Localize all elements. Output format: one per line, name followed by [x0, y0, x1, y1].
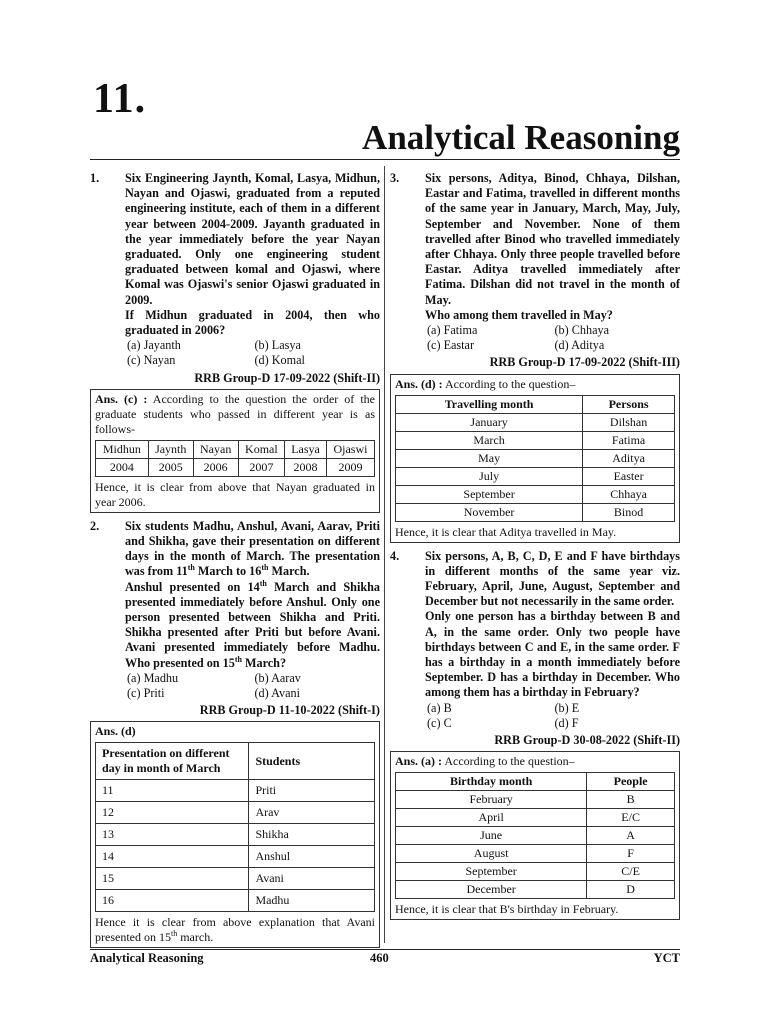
table-cell: 15	[96, 868, 249, 890]
superscript: th	[259, 578, 267, 588]
table-cell: June	[396, 827, 587, 845]
table-cell: D	[587, 881, 675, 899]
table-row	[96, 890, 375, 912]
exam-source: RRB Group-D 17-09-2022 (Shift-II)	[194, 370, 380, 385]
table-cell: 2006	[193, 458, 238, 476]
question-number: 3.	[390, 171, 400, 185]
table-row	[396, 809, 675, 827]
table-header: People	[587, 773, 675, 791]
answer-label: Ans. (d)	[95, 724, 136, 739]
table-cell: November	[396, 503, 583, 521]
exam-source: RRB Group-D 30-08-2022 (Shift-II)	[494, 733, 680, 748]
options-1	[125, 338, 380, 368]
table-header: Students	[249, 743, 375, 780]
table-row	[396, 503, 675, 521]
table-row	[396, 881, 675, 899]
table-cell: Jaynth	[148, 440, 193, 458]
question-3	[390, 171, 680, 323]
text-span: March and Shikha presented immediately before Anshul. Only one person presented between Shikha and Priti. Shikha presented after Priti but before Avani. Avani presented immediately before Madhu. Who presented on 15	[125, 579, 380, 670]
title-rule	[90, 159, 680, 160]
publisher-name: YCT	[653, 951, 680, 965]
table-cell: 2004	[96, 458, 149, 476]
option: (c) Priti	[127, 686, 165, 701]
superscript: th	[170, 929, 178, 939]
answer-box-3	[390, 374, 680, 543]
option: (c) Nayan	[127, 353, 176, 368]
answer-box-1	[90, 389, 380, 513]
question-body	[125, 171, 380, 338]
superscript: th	[187, 563, 195, 573]
answer-conclusion	[95, 915, 375, 945]
page-number: 460	[370, 951, 389, 965]
table-cell: E/C	[587, 809, 675, 827]
question-text: Only one person has a birthday between B and A, in the same order. Only two people have birthdays between C and E, in the same order. F has a birthday in a month immediately before September. D has a birthday in December. Who among them has a birthday in February?	[425, 609, 680, 700]
table-cell: August	[396, 845, 587, 863]
question-text: Six Engineering Jaynth, Komal, Lasya, Midhun, Nayan and Ojaswi, graduated from a reputed engineering institute, each of them in a different year between 2004-2009. Jayanth graduated in the year immediately before the year Nayan graduated. Only one engineering student graduated between komal and Ojaswi, where Komal was Ojaswi's senior Ojaswi graduated in 2009.	[125, 171, 380, 307]
answer-text: According to the question–	[444, 754, 575, 769]
answer-conclusion: Hence, it is clear that Aditya travelled in May.	[395, 524, 617, 539]
text-span: Anshul presented on 14	[125, 579, 260, 594]
question-number: 4.	[390, 548, 400, 563]
answer-table	[95, 440, 375, 477]
table-cell: September	[396, 485, 583, 503]
table-cell: Anshul	[249, 846, 375, 868]
table-cell: B	[587, 791, 675, 809]
table-cell: 13	[96, 824, 249, 846]
table-cell: F	[587, 845, 675, 863]
table-cell: September	[396, 863, 587, 881]
table-row	[396, 467, 675, 485]
question-body	[425, 549, 680, 701]
table-cell: Arav	[249, 802, 375, 824]
table-cell: Dilshan	[583, 413, 675, 431]
option: (b) Aarav	[254, 670, 301, 685]
table-row	[96, 802, 375, 824]
text-span: March.	[268, 564, 310, 579]
table-cell: Nayan	[193, 440, 238, 458]
option: (d) Avani	[254, 686, 300, 701]
text-span: March to 16	[194, 564, 262, 579]
answer-table	[95, 742, 375, 912]
table-row	[96, 846, 375, 868]
question-number: 2.	[90, 518, 100, 533]
table-cell: Lasya	[285, 440, 327, 458]
question-text: Six persons, A, B, C, D, E and F have birthdays in different months of the same year viz. February, April, June, August, September and December but not necessarily in the same order.	[425, 548, 680, 609]
option: (d) F	[554, 715, 579, 730]
table-cell: January	[396, 413, 583, 431]
text-span: March?	[241, 655, 287, 670]
superscript: th	[234, 654, 242, 664]
text-span: march.	[177, 930, 214, 945]
table-row	[396, 863, 675, 881]
table-cell: Midhun	[96, 440, 149, 458]
superscript: th	[261, 563, 269, 573]
question-number: 1.	[90, 171, 100, 185]
text-span: Hence it is clear from above explanation that Avani presented on 15	[95, 915, 375, 945]
table-header: Presentation on different day in month of March	[96, 743, 249, 780]
table-cell: 14	[96, 846, 249, 868]
table-header-row	[396, 773, 675, 791]
table-cell: Priti	[249, 780, 375, 802]
question-prompt: Who among them travelled in May?	[425, 307, 613, 322]
table-row	[96, 458, 375, 476]
table-cell: December	[396, 881, 587, 899]
table-header: Travelling month	[396, 395, 583, 413]
table-cell: Fatima	[583, 431, 675, 449]
table-cell: April	[396, 809, 587, 827]
question-text	[125, 580, 380, 671]
question-body	[125, 519, 380, 671]
answer-label: Ans. (d) :	[395, 376, 443, 391]
table-cell: 11	[96, 780, 249, 802]
table-cell: 12	[96, 802, 249, 824]
table-row	[96, 780, 375, 802]
left-column	[90, 171, 380, 954]
right-column	[390, 171, 680, 926]
table-row	[396, 431, 675, 449]
answer-conclusion: Hence, it is clear that B's birthday in February.	[395, 902, 619, 917]
table-cell: Madhu	[249, 890, 375, 912]
table-header-row	[396, 395, 675, 413]
table-cell: Easter	[583, 467, 675, 485]
exam-source: RRB Group-D 11-10-2022 (Shift-I)	[199, 703, 380, 718]
table-cell: Komal	[238, 440, 285, 458]
answer-table	[395, 772, 675, 899]
table-cell: Avani	[249, 868, 375, 890]
answer-text: According to the question the order of the graduate students who passed in different year is as follows-	[95, 391, 376, 436]
option: (d) Komal	[254, 353, 305, 368]
table-row	[396, 449, 675, 467]
table-cell: 2009	[326, 458, 374, 476]
chapter-title: Analytical Reasoning	[362, 118, 680, 157]
table-row	[96, 868, 375, 890]
table-header: Persons	[583, 395, 675, 413]
option: (d) Aditya	[554, 338, 605, 353]
exam-source: RRB Group-D 17-09-2022 (Shift-III)	[489, 355, 680, 370]
question-prompt: If Midhun graduated in 2004, then who graduated in 2006?	[125, 307, 380, 338]
table-cell: Aditya	[583, 449, 675, 467]
option: (a) Madhu	[127, 670, 179, 685]
table-cell: Ojaswi	[326, 440, 374, 458]
answer-conclusion: Hence, it is clear from above that Nayan graduated in year 2006.	[95, 479, 375, 509]
table-cell: March	[396, 431, 583, 449]
option: (b) Lasya	[254, 338, 301, 353]
table-cell: Shikha	[249, 824, 375, 846]
table-cell: Binod	[583, 503, 675, 521]
option: (b) Chhaya	[554, 323, 609, 338]
option: (a) Fatima	[427, 323, 478, 338]
table-row	[396, 413, 675, 431]
answer-explanation	[395, 377, 675, 392]
question-2	[90, 519, 380, 671]
answer-label: Ans. (c) :	[95, 391, 148, 406]
table-cell: 2005	[148, 458, 193, 476]
table-row	[396, 827, 675, 845]
question-text: Six persons, Aditya, Binod, Chhaya, Dilshan, Eastar and Fatima, travelled in different months of the same year in January, March, May, July, September and November. None of them travelled after Binod who travelled immediately after Chhaya. Only three people travelled before Eastar. Aditya travelled immediately after Fatima. Dilshan did not travel in the month of May.	[425, 171, 680, 307]
table-cell: February	[396, 791, 587, 809]
options-2	[125, 671, 380, 701]
column-divider	[384, 166, 385, 943]
question-body	[425, 171, 680, 323]
table-header: Birthday month	[396, 773, 587, 791]
answer-explanation	[95, 392, 375, 437]
table-cell: Chhaya	[583, 485, 675, 503]
answer-label: Ans. (a) :	[395, 754, 442, 769]
table-row	[396, 845, 675, 863]
table-cell: May	[396, 449, 583, 467]
question-1	[90, 171, 380, 338]
option: (a) Jayanth	[127, 338, 181, 353]
footer-rule	[90, 949, 680, 950]
question-text	[125, 519, 380, 580]
table-cell: 2008	[285, 458, 327, 476]
answer-explanation	[395, 754, 675, 769]
table-cell: C/E	[587, 863, 675, 881]
question-4	[390, 549, 680, 701]
table-cell: 2007	[238, 458, 285, 476]
option: (c) C	[427, 715, 452, 730]
option: (a) B	[427, 700, 452, 715]
table-cell: 16	[96, 890, 249, 912]
footer-section-name: Analytical Reasoning	[90, 951, 204, 965]
table-row	[96, 440, 375, 458]
table-row	[396, 485, 675, 503]
answer-box-2	[90, 721, 380, 948]
table-header-row	[96, 743, 375, 780]
text-span: Six students Madhu, Anshul, Avani, Aarav, Priti and Shikha, gave their presentation on different days in the month of March. The presentation was from 11	[125, 518, 380, 579]
table-cell: July	[396, 467, 583, 485]
options-4	[425, 701, 680, 731]
option: (c) Eastar	[427, 338, 475, 353]
table-row	[96, 824, 375, 846]
answer-table	[395, 395, 675, 522]
table-row	[396, 791, 675, 809]
answer-text: According to the question–	[445, 376, 576, 391]
option: (b) E	[554, 700, 580, 715]
options-3	[425, 323, 680, 353]
table-cell: A	[587, 827, 675, 845]
answer-box-4	[390, 751, 680, 920]
chapter-number: 11.	[93, 76, 147, 122]
